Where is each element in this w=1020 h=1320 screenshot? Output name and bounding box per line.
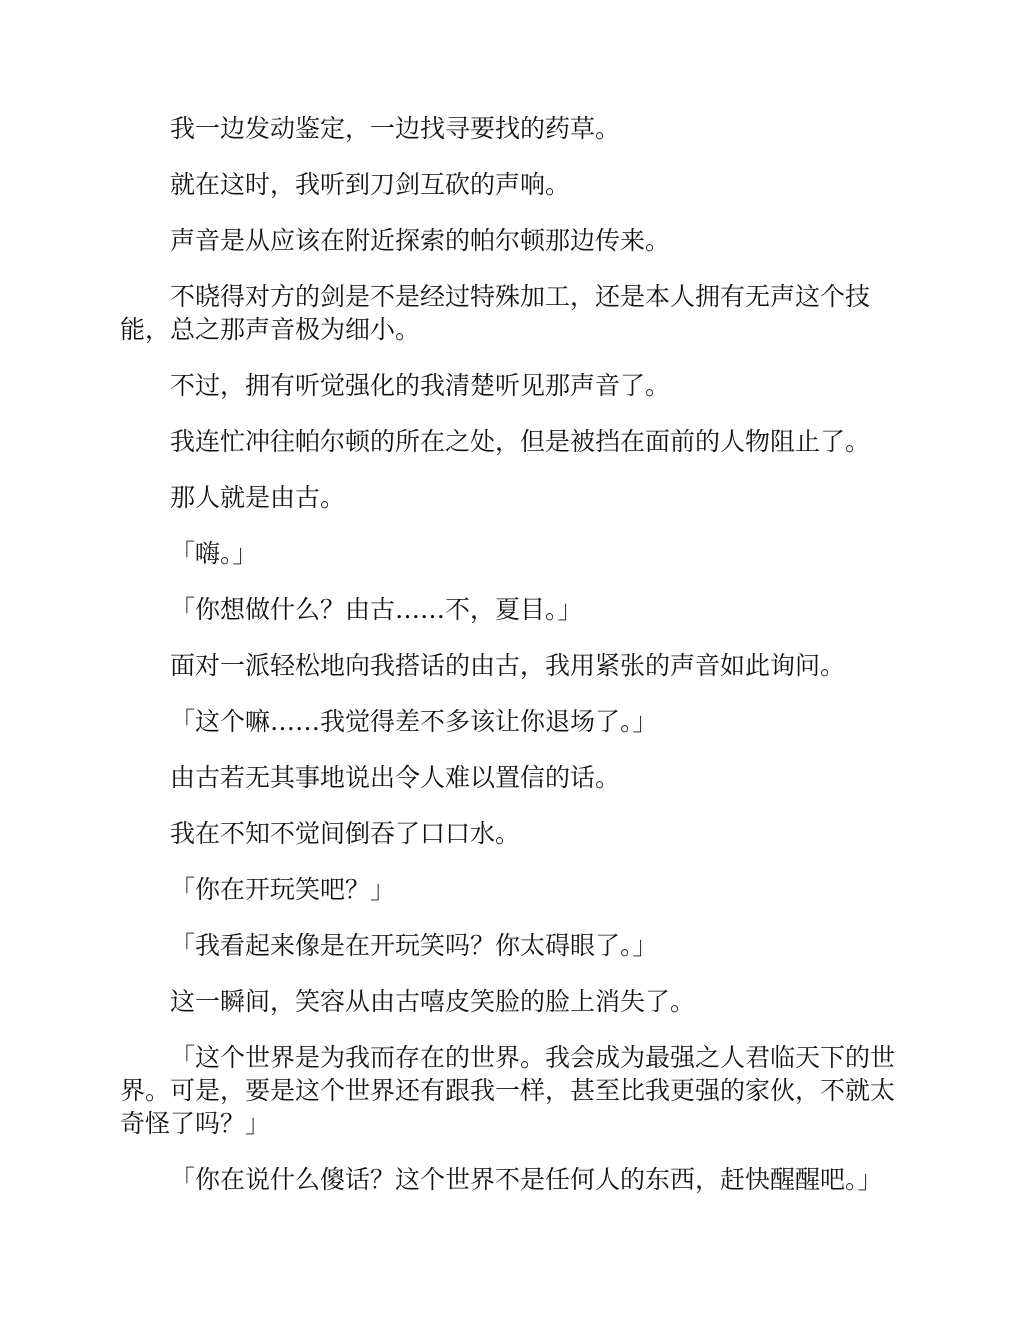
paragraph: 不过，拥有听觉强化的我清楚听见那声音了。: [170, 371, 671, 400]
paragraph: 「你在说什么傻话？这个世界不是任何人的东西，赶快醒醒吧。」: [170, 1165, 883, 1194]
paragraph: 「嗨。」: [170, 539, 258, 568]
body-text: [120, 112, 898, 1219]
paragraph: 「这个嘛……我觉得差不多该让你退场了。」: [170, 707, 658, 736]
paragraph: 由古若无其事地说出令人难以置信的话。: [170, 763, 621, 792]
paragraph: 我连忙冲往帕尔顿的所在之处，但是被挡在面前的人物阻止了。: [170, 427, 871, 456]
paragraph: 我一边发动鉴定，一边找寻要找的药草。: [170, 114, 621, 143]
paragraph: 「我看起来像是在开玩笑吗？你太碍眼了。」: [170, 931, 658, 960]
paragraph: 「这个世界是为我而存在的世界。我会成为最强之人君临天下的世界。可是，要是这个世界还有跟我一样，甚至比我更强的家伙，不就太奇怪了吗？」: [120, 1043, 896, 1138]
paragraph: 不晓得对方的剑是不是经过特殊加工，还是本人拥有无声这个技能，总之那声音极为细小。: [120, 282, 871, 344]
paragraph: 「你想做什么？由古……不，夏目。」: [170, 595, 583, 624]
paragraph: 「你在开玩笑吧？」: [170, 875, 396, 904]
paragraph: 这一瞬间，笑容从由古嘻皮笑脸的脸上消失了。: [170, 987, 696, 1016]
paragraph: 面对一派轻松地向我搭话的由古，我用紧张的声音如此询问。: [170, 651, 846, 680]
paragraph: 那人就是由古。: [170, 483, 346, 512]
paragraph: 声音是从应该在附近探索的帕尔顿那边传来。: [170, 226, 671, 255]
paragraph: 就在这时，我听到刀剑互砍的声响。: [170, 170, 571, 199]
paragraph: 我在不知不觉间倒吞了口口水。: [170, 819, 521, 848]
